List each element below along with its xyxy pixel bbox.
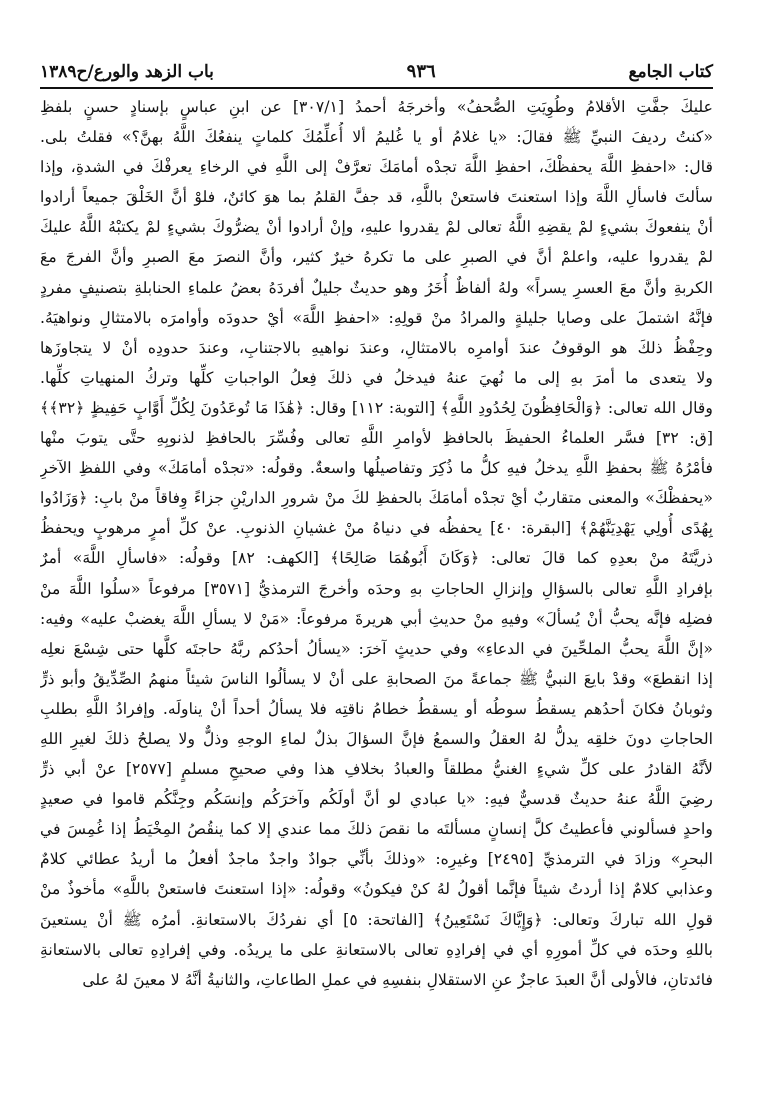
text-line: لأنَّهُ القادرُ على كلِّ شيءٍ الغنيُّ مطلقاً والعبادُ بخلافِ هذا وفي صحيحِ مسلمٍ [٢٥٧٧] عنْ أبي ذرٍّ bbox=[40, 759, 713, 779]
text-line: البحرِ» وزادَ في الترمذيِّ [٢٤٩٥] وغيرِه: «وذلكَ بأنِّي جوادٌ واجدٌ ماجدٌ أفعلُ ما أريدُ عطائي كلامٌ bbox=[40, 849, 713, 869]
text-line: فضلِه فإنَّه يحبُّ أنْ يُسألَ» وفيهِ منْ حديثِ أبي هريرةَ مرفوعاً: «مَنْ لا يسألِ اللَّهَ يغضبْ عليه» وفيه: bbox=[40, 608, 713, 628]
text-line: وثوبانُ فكانَ أحدُهم يسقطُ سوطُه أو يسقطُ خطامُ ناقتِه فلا يسألُ أحداً أنْ يناولَه. وإفرادُ اللَّهِ بطلبِ bbox=[40, 698, 713, 718]
text-line: فائدتانِ، فالأولى أنَّ العبدَ عاجزٌ عنِ الاستقلالِ بنفسِهِ في عملِ الطاعاتِ، والثانيةُ أنَّهُ لا معينَ لهُ على bbox=[82, 969, 713, 989]
text-line: فإنَّهُ اشتملَ على وصايا جليلةٍ والمرادُ منْ قولِهِ: «احفظِ اللَّهَ» أيْ حدودَه وأوامرَه بالامتثالِ ونواهيَهُ. bbox=[40, 307, 713, 327]
text-line: قولِ الله تباركَ وتعالى: ﴿وَإِيَّاكَ نَسْتَعِينُ﴾ [الفاتحة: ٥] أي نفردُكَ بالاستعانةِ. أمرُه ﷺ أنْ يستعينَ bbox=[40, 909, 713, 929]
text-line: بإفرادِ اللَّهِ تعالى بالسؤالِ وإنزالِ الحاجاتِ بهِ وحدَه وأخرجَ الترمذيُّ [٣٥٧١] مرفوعاً «سلُوا اللَّهَ منْ bbox=[40, 578, 713, 598]
text-line: ولا يتعدى ما أمرَ بهِ إلى ما نُهيَ عنهُ فيدخلُ في ذلكَ فِعلُ الواجباتِ كلِّها وتركُ المنهياتِ كلِّها. bbox=[40, 367, 713, 387]
text-line: سألتَ فاسألِ اللَّهَ وإذا استعنتَ فاستعنْ باللَّهِ، قد جفَّ القلمُ بما هوَ كائنٌ، فلوْ أنَّ الخَلْقَ جميعاً أرادوا bbox=[40, 187, 713, 207]
text-line: وحِفْظُ ذلكَ هو الوقوفُ عندَ أوامرِه بالامتثالِ، وعندَ نواهيهِ بالاجتنابِ، وعندَ حدودِه أنْ لا يتجاوزَها bbox=[40, 337, 713, 357]
text-line: قال: «احفظِ اللَّهَ يحفظْكَ، احفظِ اللَّهَ تجدْه أمامَكَ تعرَّفْ إلى اللَّهِ في الرخاءِ يعرفْكَ في الشدةِ، وإذا bbox=[40, 157, 713, 177]
text-line: ذريَّتَهُ منْ بعدِهِ كما قالَ تعالى: ﴿وَكَانَ أَبُوهُمَا صَالِحًا﴾ [الكهف: ٨٢] وقولُه: «فاسألِ اللَّهَ» أمرٌ bbox=[40, 548, 713, 568]
text-line: «إنَّ اللَّهَ يحبُّ الملحِّينَ في الدعاءِ» وفي حديثٍ آخرَ: «يسألُ أحدُكم ربَّهُ حاجتَه كلَّها حتى شِسْعَ نعلِه bbox=[40, 638, 713, 658]
text-line: باللهِ وحدَه في كلِّ أمورِهِ أي في إفرادِهِ تعالى بالاستعانةِ على ما يريدُه. وفي إفرادِهِ تعالى بالاستعانةِ bbox=[40, 939, 713, 959]
text-line: فأمْرُهُ ﷺ بحفظِ اللَّهِ يدخلُ فيهِ كلُّ ما ذُكِرَ وتفاصيلُها واسعةٌ. وقولُه: «تجدْه أمامَكَ» وفي اللفظِ الآخرِ bbox=[40, 458, 713, 478]
text-line: إذا انقطعَ» وقدْ بايعَ النبيُّ ﷺ جماعةً منَ الصحابةِ على أنْ لا يسألُوا الناسَ شيئاً منهمُ الصِّدِّيقُ وأبو ذرٍّ bbox=[40, 668, 713, 688]
text-line: وعذابي كلامٌ إذا أردتُ شيئاً فإنَّما أقولُ لهُ كنْ فيكونُ» وقولُه: «إذا استعنتَ فاستعنْ باللَّهِ» مأخوذٌ منْ bbox=[40, 879, 713, 899]
text-line: واحدٍ فسألوني فأعطيتُ كلَّ إنسانٍ مسألتَه ما نقصَ ذلكَ مما عندي إلا كما ينقُصُ المِخْيَطُ إذا غُمِسَ في bbox=[40, 819, 713, 839]
header-right-title: كتاب الجامع bbox=[628, 62, 713, 82]
page-number: ٩٣٦ bbox=[406, 61, 436, 82]
text-line: «كنتُ رديفَ النبيِّ ﷺ فقالَ: «يا غلامُ أو يا غُليمُ ألا أُعلِّمُكَ كلماتٍ ينفعُكَ اللَّهُ بهنَّ؟» فقلتُ بلى. bbox=[40, 127, 713, 147]
text-line: «يحفظْكَ» والمعنى متقاربٌ أيْ تجدْه أمامَكَ بالحفظِ لكَ منْ شرورِ الداريْنِ جزاءً وِفاقاً منْ بابِ: ﴿وَزَادُوا bbox=[40, 488, 713, 508]
text-line: لمْ يقدروا عليه، واعلمْ أنَّ في الصبرِ على ما تكرهُ خيرٌ كثير، وأنَّ النصرَ معَ الصبرِ وأنَّ الفرجَ معَ bbox=[40, 247, 713, 267]
header-left-title: باب الزهد والورع/ح١٣٨٩ bbox=[40, 62, 214, 82]
text-line: الكربةِ وأنَّ معَ العسرِ يسراً» ولهُ ألفاظٌ أُخَرُ وهو حديثٌ جليلٌ أفردَهُ بعضُ علماءِ الحنابلةِ بتصنيفٍ مفردٍ bbox=[40, 277, 713, 297]
text-line: الحاجاتِ دونَ خلقِه يدلُّ لهُ العقلُ والسمعُ فإنَّ السؤالَ بذلٌ لماءِ الوجهِ وذلٌّ ولا يصلحُ ذلكَ لغيرِ اللهِ bbox=[40, 728, 713, 748]
text-line: عليكَ جفَّتِ الأقلامُ وطُوِيَتِ الصُّحفُ» وأخرجَهُ أحمدُ [٣٠٧/١] عن ابنِ عباسٍ بإسنادٍ حسنٍ بلفظِ bbox=[40, 97, 713, 116]
page-header bbox=[40, 52, 713, 82]
text-line: [ق: ٣٢] فسَّر العلماءُ الحفيظَ بالحافظِ لأوامرِ اللَّهِ تعالى وفُسِّرَ بالحافظِ لذنوبِهِ حتَّى يتوبَ منْها bbox=[40, 428, 713, 448]
text-line: وقال الله تعالى: ﴿وَالْحَافِظُونَ لِحُدُودِ اللَّهِ﴾ [التوبة: ١١٢] وقال: ﴿هَٰذَا مَا تُوعَدُونَ لِكُلِّ أَوَّابٍ حَفِيظٍ ﴿٣٢﴾﴾ bbox=[40, 397, 713, 417]
header-rule bbox=[40, 87, 713, 89]
body-text bbox=[40, 92, 713, 995]
text-line: أنْ ينفعوكَ بشيءٍ لمْ يقضِهِ اللَّهُ تعالى لمْ يقدروا عليهِ، وإنْ أرادوا أنْ يضرُّوكَ بشيءٍ لمْ يكتبْهُ اللَّهُ عليكَ bbox=[40, 217, 713, 237]
text-line: رضِيَ اللَّهُ عنهُ حديثٌ قدسيٌّ فيهِ: «يا عبادي لو أنَّ أولَكُم وآخرَكُم وإنسَكُم وجِنَّكُم قاموا في صعيدٍ bbox=[40, 789, 713, 809]
text-line: بِهُدًى أُولِي يَهْدِيَنَّهُمْ﴾ [البقرة: ٤٠] يحفظُه في دنياهُ منْ غشيانِ الذنوبِ. عنْ كلِّ أمرٍ مرهوبٍ ويحفظُ bbox=[40, 518, 713, 538]
